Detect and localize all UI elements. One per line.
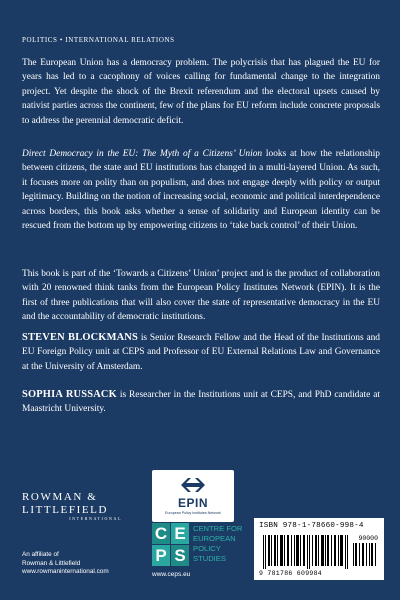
barcode-digits: 9 781786 609984 [259, 570, 323, 577]
ceps-name-line: POLICY [193, 544, 221, 553]
author-name-1: STEVEN BLOCKMANS [22, 332, 138, 343]
ceps-name-line: EUROPEAN [193, 534, 236, 543]
publisher-website: www.rowmaninternational.com [22, 568, 109, 576]
ceps-letter: C [152, 523, 170, 544]
ceps-letter: S [171, 545, 189, 566]
author-bio-text-2: is Researcher in the Institutions unit at CEPS, and PhD candidate at Maastricht University. [22, 390, 380, 415]
price-code: 90000 [358, 535, 378, 542]
ceps-name-line: CENTRE FOR [193, 524, 243, 533]
book-title: Direct Democracy in the EU: The Myth of a Citizens’ Union [22, 149, 263, 159]
publisher-affiliation [22, 551, 109, 577]
epin-word: EPIN [177, 496, 208, 510]
publisher-line-2: LITTLEFIELD [22, 504, 109, 516]
publisher-affiliation-line: An affiliate of [22, 551, 59, 558]
blurb-paragraph-2-text: looks at how the relationship between citizens, the state and EU institutions has changed in a multi-layered Union. As such, it focuses more on polity than on populism, and does not engage deeply with policy or output legitimacy. Building on the notion of increasing social, economic and political interdependence across borders, this book asks whether a sense of solidarity and European identity can be rescued from the bottom up by empowering citizens to ‘take back control’ of their Union. [22, 149, 380, 232]
blurb-paragraph-1: The European Union has a democracy problem. The polycrisis that has plagued the EU for years has led to a cacophony of voices calling for fundamental change to the integration project. Yet despite the shock of the Brexit referendum and the electoral upsets caused by nativist parties across the continent, few of the plans for EU reform include concrete proposals to address the perennial democratic deficit. [22, 58, 380, 126]
author-name-2: SOPHIA RUSSACK [22, 389, 117, 400]
publisher-affiliation-line: Rowman & Littlefield [22, 559, 81, 567]
ceps-website: www.ceps.eu [152, 571, 191, 578]
epin-logo [152, 470, 234, 522]
epin-subtitle: European Policy Institutes Network [165, 511, 221, 515]
ceps-letter: P [152, 545, 170, 566]
ceps-letter: E [171, 523, 189, 544]
author-bio-text-1: is Senior Research Fellow and the Head of the Institutions and EU Foreign Policy unit at CEPS and Professor of EU External Relations Law and Governance at the University of Amsterdam. [22, 333, 380, 372]
epin-arrows-icon [179, 476, 207, 494]
ceps-name-line: STUDIES [193, 554, 226, 563]
isbn-text: ISBN 978-1-78660-998-4 [259, 522, 364, 530]
category-label: POLITICS • INTERNATIONAL RELATIONS [22, 36, 175, 44]
ceps-name [193, 524, 253, 564]
publisher-logo [22, 491, 122, 521]
blurb-paragraph-3: This book is part of the ‘Towards a Citizens’ Union’ project and is the product of collaboration with 20 renowned think tanks from the European Policy Institutes Network (EPIN). It is the first of three publications that will also cover the state of representative democracy in the EU and the accountability of democratic institutions. [22, 269, 380, 323]
blurb-paragraph-2 [22, 147, 380, 233]
isbn-barcode [254, 518, 384, 580]
publisher-line-3: INTERNATIONAL [69, 516, 122, 521]
publisher-line-1: ROWMAN & [22, 491, 98, 503]
author-bio-2 [22, 388, 380, 417]
ceps-logo [152, 523, 190, 567]
author-bio-1 [22, 331, 380, 374]
